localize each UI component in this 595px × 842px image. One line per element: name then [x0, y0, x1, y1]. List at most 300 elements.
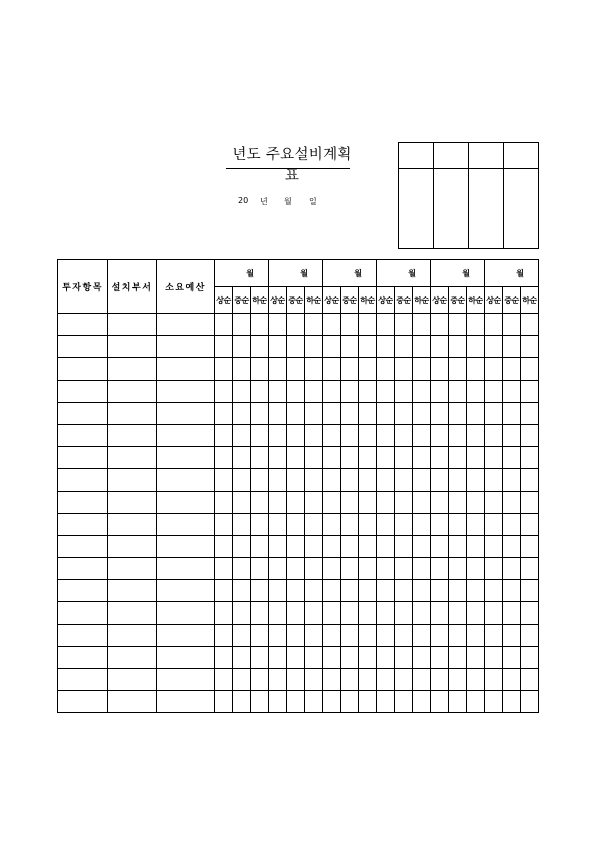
table-cell[interactable]	[157, 624, 215, 646]
table-cell[interactable]	[58, 336, 108, 358]
table-cell[interactable]	[359, 424, 377, 446]
table-cell[interactable]	[269, 669, 287, 691]
table-cell[interactable]	[269, 491, 287, 513]
table-cell[interactable]	[287, 602, 305, 624]
table-cell[interactable]	[108, 669, 157, 691]
table-cell[interactable]	[215, 624, 233, 646]
table-cell[interactable]	[359, 602, 377, 624]
table-cell[interactable]	[269, 314, 287, 336]
table-cell[interactable]	[413, 580, 431, 602]
table-cell[interactable]	[58, 558, 108, 580]
table-cell[interactable]	[395, 535, 413, 557]
table-cell[interactable]	[395, 513, 413, 535]
table-cell[interactable]	[467, 358, 485, 380]
table-cell[interactable]	[341, 580, 359, 602]
table-cell[interactable]	[287, 402, 305, 424]
table-cell[interactable]	[503, 513, 521, 535]
table-cell[interactable]	[503, 491, 521, 513]
table-cell[interactable]	[251, 558, 269, 580]
table-cell[interactable]	[215, 513, 233, 535]
table-cell[interactable]	[377, 358, 395, 380]
table-cell[interactable]	[359, 402, 377, 424]
table-cell[interactable]	[503, 447, 521, 469]
table-cell[interactable]	[503, 535, 521, 557]
table-cell[interactable]	[449, 646, 467, 668]
table-cell[interactable]	[58, 358, 108, 380]
table-cell[interactable]	[413, 691, 431, 713]
table-cell[interactable]	[323, 624, 341, 646]
table-cell[interactable]	[215, 469, 233, 491]
table-cell[interactable]	[377, 424, 395, 446]
table-cell[interactable]	[108, 469, 157, 491]
table-cell[interactable]	[395, 491, 413, 513]
table-cell[interactable]	[58, 380, 108, 402]
table-cell[interactable]	[305, 624, 323, 646]
table-cell[interactable]	[521, 336, 539, 358]
table-cell[interactable]	[108, 691, 157, 713]
table-cell[interactable]	[485, 380, 503, 402]
table-cell[interactable]	[413, 624, 431, 646]
table-cell[interactable]	[503, 691, 521, 713]
table-cell[interactable]	[58, 513, 108, 535]
table-cell[interactable]	[269, 624, 287, 646]
table-cell[interactable]	[377, 669, 395, 691]
table-cell[interactable]	[521, 535, 539, 557]
table-cell[interactable]	[449, 558, 467, 580]
table-cell[interactable]	[431, 424, 449, 446]
table-cell[interactable]	[305, 424, 323, 446]
table-cell[interactable]	[215, 402, 233, 424]
table-cell[interactable]	[413, 469, 431, 491]
table-cell[interactable]	[233, 691, 251, 713]
table-cell[interactable]	[377, 580, 395, 602]
table-cell[interactable]	[485, 469, 503, 491]
table-cell[interactable]	[377, 558, 395, 580]
table-cell[interactable]	[58, 469, 108, 491]
table-cell[interactable]	[431, 669, 449, 691]
table-cell[interactable]	[467, 558, 485, 580]
approval-sign-cell[interactable]	[434, 169, 469, 249]
table-cell[interactable]	[305, 535, 323, 557]
table-cell[interactable]	[485, 336, 503, 358]
table-cell[interactable]	[233, 336, 251, 358]
table-cell[interactable]	[359, 646, 377, 668]
table-cell[interactable]	[521, 314, 539, 336]
table-cell[interactable]	[377, 535, 395, 557]
table-cell[interactable]	[431, 691, 449, 713]
table-cell[interactable]	[305, 469, 323, 491]
table-cell[interactable]	[305, 691, 323, 713]
table-cell[interactable]	[467, 447, 485, 469]
table-cell[interactable]	[431, 402, 449, 424]
table-cell[interactable]	[485, 447, 503, 469]
table-cell[interactable]	[413, 669, 431, 691]
table-cell[interactable]	[341, 358, 359, 380]
table-cell[interactable]	[251, 491, 269, 513]
table-cell[interactable]	[287, 469, 305, 491]
table-cell[interactable]	[341, 602, 359, 624]
approval-sign-cell[interactable]	[504, 169, 539, 249]
table-cell[interactable]	[521, 447, 539, 469]
table-cell[interactable]	[431, 491, 449, 513]
table-cell[interactable]	[341, 424, 359, 446]
table-cell[interactable]	[157, 358, 215, 380]
table-cell[interactable]	[413, 424, 431, 446]
table-cell[interactable]	[215, 691, 233, 713]
table-cell[interactable]	[467, 513, 485, 535]
table-cell[interactable]	[431, 580, 449, 602]
table-cell[interactable]	[108, 513, 157, 535]
table-cell[interactable]	[431, 358, 449, 380]
table-cell[interactable]	[341, 535, 359, 557]
table-cell[interactable]	[503, 424, 521, 446]
table-cell[interactable]	[251, 402, 269, 424]
table-cell[interactable]	[521, 580, 539, 602]
table-cell[interactable]	[341, 314, 359, 336]
table-cell[interactable]	[233, 358, 251, 380]
table-cell[interactable]	[503, 358, 521, 380]
table-cell[interactable]	[233, 669, 251, 691]
table-cell[interactable]	[233, 447, 251, 469]
table-cell[interactable]	[287, 314, 305, 336]
table-cell[interactable]	[467, 402, 485, 424]
table-cell[interactable]	[233, 380, 251, 402]
table-cell[interactable]	[323, 602, 341, 624]
table-cell[interactable]	[359, 558, 377, 580]
table-cell[interactable]	[233, 513, 251, 535]
table-cell[interactable]	[58, 669, 108, 691]
table-cell[interactable]	[359, 336, 377, 358]
table-cell[interactable]	[377, 336, 395, 358]
table-cell[interactable]	[503, 558, 521, 580]
table-cell[interactable]	[341, 691, 359, 713]
table-cell[interactable]	[215, 491, 233, 513]
table-cell[interactable]	[233, 624, 251, 646]
table-cell[interactable]	[215, 558, 233, 580]
table-cell[interactable]	[521, 380, 539, 402]
table-cell[interactable]	[251, 469, 269, 491]
table-cell[interactable]	[287, 336, 305, 358]
table-cell[interactable]	[395, 358, 413, 380]
table-cell[interactable]	[157, 691, 215, 713]
table-cell[interactable]	[359, 314, 377, 336]
table-cell[interactable]	[269, 336, 287, 358]
table-cell[interactable]	[269, 380, 287, 402]
table-cell[interactable]	[233, 424, 251, 446]
table-cell[interactable]	[449, 691, 467, 713]
table-cell[interactable]	[215, 535, 233, 557]
table-cell[interactable]	[157, 424, 215, 446]
table-cell[interactable]	[233, 602, 251, 624]
table-cell[interactable]	[359, 358, 377, 380]
table-cell[interactable]	[485, 491, 503, 513]
table-cell[interactable]	[58, 602, 108, 624]
table-cell[interactable]	[485, 624, 503, 646]
table-cell[interactable]	[359, 624, 377, 646]
table-cell[interactable]	[108, 602, 157, 624]
table-cell[interactable]	[503, 314, 521, 336]
table-cell[interactable]	[323, 491, 341, 513]
table-cell[interactable]	[157, 513, 215, 535]
table-cell[interactable]	[215, 646, 233, 668]
table-cell[interactable]	[305, 336, 323, 358]
table-cell[interactable]	[467, 380, 485, 402]
table-cell[interactable]	[305, 669, 323, 691]
table-cell[interactable]	[449, 602, 467, 624]
table-cell[interactable]	[449, 669, 467, 691]
table-cell[interactable]	[413, 646, 431, 668]
table-cell[interactable]	[305, 558, 323, 580]
table-cell[interactable]	[323, 447, 341, 469]
table-cell[interactable]	[449, 535, 467, 557]
table-cell[interactable]	[341, 402, 359, 424]
table-cell[interactable]	[395, 402, 413, 424]
table-cell[interactable]	[431, 535, 449, 557]
table-cell[interactable]	[359, 469, 377, 491]
table-cell[interactable]	[58, 691, 108, 713]
table-cell[interactable]	[251, 336, 269, 358]
table-cell[interactable]	[449, 624, 467, 646]
table-cell[interactable]	[251, 646, 269, 668]
table-cell[interactable]	[305, 491, 323, 513]
table-cell[interactable]	[58, 314, 108, 336]
table-cell[interactable]	[233, 491, 251, 513]
table-cell[interactable]	[251, 669, 269, 691]
table-cell[interactable]	[157, 336, 215, 358]
table-cell[interactable]	[108, 380, 157, 402]
table-cell[interactable]	[413, 535, 431, 557]
table-cell[interactable]	[449, 424, 467, 446]
table-cell[interactable]	[467, 669, 485, 691]
table-cell[interactable]	[287, 535, 305, 557]
table-cell[interactable]	[377, 602, 395, 624]
table-cell[interactable]	[287, 491, 305, 513]
table-cell[interactable]	[431, 447, 449, 469]
table-cell[interactable]	[431, 646, 449, 668]
table-cell[interactable]	[157, 602, 215, 624]
table-cell[interactable]	[305, 314, 323, 336]
table-cell[interactable]	[108, 535, 157, 557]
table-cell[interactable]	[287, 624, 305, 646]
table-cell[interactable]	[215, 602, 233, 624]
table-cell[interactable]	[359, 669, 377, 691]
table-cell[interactable]	[251, 513, 269, 535]
table-cell[interactable]	[287, 669, 305, 691]
table-cell[interactable]	[157, 580, 215, 602]
table-cell[interactable]	[377, 469, 395, 491]
table-cell[interactable]	[323, 358, 341, 380]
table-cell[interactable]	[431, 558, 449, 580]
table-cell[interactable]	[413, 513, 431, 535]
table-cell[interactable]	[377, 491, 395, 513]
table-cell[interactable]	[215, 358, 233, 380]
table-cell[interactable]	[157, 558, 215, 580]
table-cell[interactable]	[377, 624, 395, 646]
table-cell[interactable]	[251, 358, 269, 380]
table-cell[interactable]	[449, 380, 467, 402]
table-cell[interactable]	[215, 669, 233, 691]
table-cell[interactable]	[413, 380, 431, 402]
table-cell[interactable]	[485, 691, 503, 713]
table-cell[interactable]	[269, 424, 287, 446]
table-cell[interactable]	[521, 402, 539, 424]
table-cell[interactable]	[58, 535, 108, 557]
table-cell[interactable]	[323, 691, 341, 713]
table-cell[interactable]	[269, 558, 287, 580]
table-cell[interactable]	[377, 314, 395, 336]
table-cell[interactable]	[157, 447, 215, 469]
table-cell[interactable]	[467, 646, 485, 668]
table-cell[interactable]	[251, 314, 269, 336]
table-cell[interactable]	[449, 469, 467, 491]
table-cell[interactable]	[323, 469, 341, 491]
table-cell[interactable]	[485, 424, 503, 446]
table-cell[interactable]	[269, 469, 287, 491]
table-cell[interactable]	[485, 646, 503, 668]
table-cell[interactable]	[467, 336, 485, 358]
table-cell[interactable]	[359, 691, 377, 713]
table-cell[interactable]	[269, 646, 287, 668]
table-cell[interactable]	[485, 669, 503, 691]
table-cell[interactable]	[251, 580, 269, 602]
table-cell[interactable]	[341, 558, 359, 580]
table-cell[interactable]	[485, 580, 503, 602]
table-cell[interactable]	[485, 358, 503, 380]
table-cell[interactable]	[215, 424, 233, 446]
table-cell[interactable]	[395, 624, 413, 646]
table-cell[interactable]	[251, 424, 269, 446]
table-cell[interactable]	[157, 469, 215, 491]
table-cell[interactable]	[467, 602, 485, 624]
table-cell[interactable]	[305, 447, 323, 469]
table-cell[interactable]	[305, 358, 323, 380]
table-cell[interactable]	[108, 491, 157, 513]
table-cell[interactable]	[359, 380, 377, 402]
table-cell[interactable]	[58, 580, 108, 602]
table-cell[interactable]	[413, 491, 431, 513]
table-cell[interactable]	[431, 380, 449, 402]
table-cell[interactable]	[395, 314, 413, 336]
table-cell[interactable]	[269, 447, 287, 469]
table-cell[interactable]	[269, 580, 287, 602]
table-cell[interactable]	[395, 558, 413, 580]
table-cell[interactable]	[269, 535, 287, 557]
table-cell[interactable]	[269, 602, 287, 624]
table-cell[interactable]	[431, 336, 449, 358]
table-cell[interactable]	[377, 402, 395, 424]
table-cell[interactable]	[359, 491, 377, 513]
table-cell[interactable]	[449, 580, 467, 602]
table-cell[interactable]	[269, 513, 287, 535]
table-cell[interactable]	[377, 691, 395, 713]
table-cell[interactable]	[341, 447, 359, 469]
table-cell[interactable]	[413, 336, 431, 358]
table-cell[interactable]	[323, 535, 341, 557]
table-cell[interactable]	[157, 380, 215, 402]
table-cell[interactable]	[431, 469, 449, 491]
table-cell[interactable]	[108, 580, 157, 602]
table-cell[interactable]	[287, 447, 305, 469]
table-cell[interactable]	[485, 558, 503, 580]
table-cell[interactable]	[323, 424, 341, 446]
table-cell[interactable]	[323, 336, 341, 358]
table-cell[interactable]	[269, 402, 287, 424]
table-cell[interactable]	[251, 602, 269, 624]
table-cell[interactable]	[521, 558, 539, 580]
table-cell[interactable]	[431, 314, 449, 336]
table-cell[interactable]	[341, 469, 359, 491]
table-cell[interactable]	[413, 314, 431, 336]
table-cell[interactable]	[359, 513, 377, 535]
table-cell[interactable]	[413, 602, 431, 624]
table-cell[interactable]	[395, 424, 413, 446]
table-cell[interactable]	[485, 602, 503, 624]
table-cell[interactable]	[467, 469, 485, 491]
table-cell[interactable]	[323, 513, 341, 535]
table-cell[interactable]	[449, 314, 467, 336]
table-cell[interactable]	[287, 558, 305, 580]
table-cell[interactable]	[251, 691, 269, 713]
table-cell[interactable]	[521, 469, 539, 491]
table-cell[interactable]	[377, 447, 395, 469]
table-cell[interactable]	[323, 580, 341, 602]
table-cell[interactable]	[323, 402, 341, 424]
table-cell[interactable]	[323, 380, 341, 402]
table-cell[interactable]	[108, 336, 157, 358]
table-cell[interactable]	[157, 669, 215, 691]
table-cell[interactable]	[305, 580, 323, 602]
table-cell[interactable]	[395, 580, 413, 602]
table-cell[interactable]	[449, 336, 467, 358]
table-cell[interactable]	[323, 646, 341, 668]
table-cell[interactable]	[395, 336, 413, 358]
table-cell[interactable]	[395, 447, 413, 469]
table-cell[interactable]	[503, 469, 521, 491]
table-cell[interactable]	[251, 447, 269, 469]
table-cell[interactable]	[521, 691, 539, 713]
table-cell[interactable]	[503, 580, 521, 602]
table-cell[interactable]	[395, 380, 413, 402]
table-cell[interactable]	[359, 447, 377, 469]
table-cell[interactable]	[503, 646, 521, 668]
table-cell[interactable]	[58, 491, 108, 513]
table-cell[interactable]	[323, 669, 341, 691]
table-cell[interactable]	[503, 669, 521, 691]
table-cell[interactable]	[58, 646, 108, 668]
table-cell[interactable]	[108, 424, 157, 446]
table-cell[interactable]	[431, 602, 449, 624]
table-cell[interactable]	[157, 491, 215, 513]
table-cell[interactable]	[521, 624, 539, 646]
table-cell[interactable]	[287, 513, 305, 535]
table-cell[interactable]	[377, 646, 395, 668]
table-cell[interactable]	[233, 646, 251, 668]
table-cell[interactable]	[305, 380, 323, 402]
table-cell[interactable]	[108, 447, 157, 469]
table-cell[interactable]	[521, 646, 539, 668]
table-cell[interactable]	[323, 558, 341, 580]
table-cell[interactable]	[503, 624, 521, 646]
approval-sign-cell[interactable]	[399, 169, 434, 249]
table-cell[interactable]	[377, 513, 395, 535]
table-cell[interactable]	[58, 624, 108, 646]
table-cell[interactable]	[305, 646, 323, 668]
table-cell[interactable]	[413, 402, 431, 424]
table-cell[interactable]	[108, 358, 157, 380]
table-cell[interactable]	[251, 380, 269, 402]
table-cell[interactable]	[251, 624, 269, 646]
table-cell[interactable]	[377, 380, 395, 402]
